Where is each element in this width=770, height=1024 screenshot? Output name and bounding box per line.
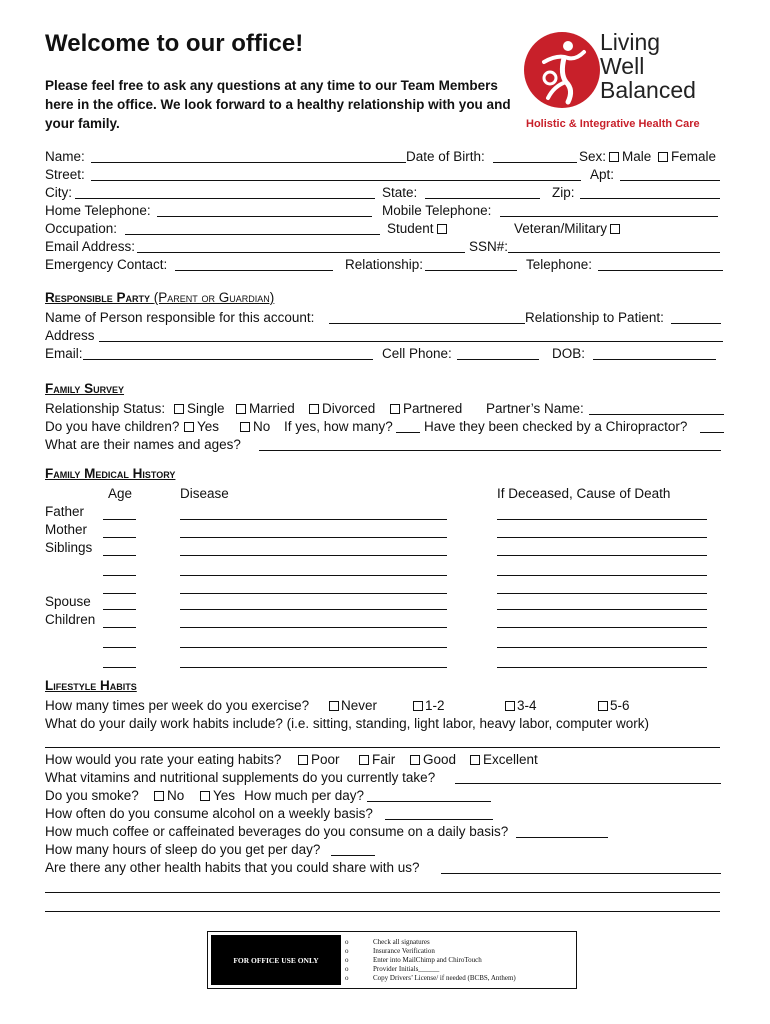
smoke-yes-checkbox[interactable]	[200, 791, 210, 801]
responsible-name-field[interactable]	[329, 309, 525, 324]
apt-field[interactable]	[620, 166, 720, 181]
office-checklist-item	[345, 947, 516, 956]
children-yes-label: Yes	[197, 419, 220, 434]
row-smoke	[45, 787, 725, 805]
children-names-field[interactable]	[259, 436, 721, 451]
family-history-row-label: Siblings	[45, 540, 93, 555]
row-work-habits	[45, 715, 725, 733]
page-title: Welcome to our office!	[45, 30, 304, 57]
responsible-name-label: Name of Person responsible for this account:	[45, 310, 315, 325]
smoke-yes-label: Yes	[213, 788, 236, 803]
how-much-field[interactable]	[367, 787, 491, 802]
row-coffee	[45, 823, 725, 841]
responsible-address-label: Address	[45, 328, 95, 343]
children-no-label: No	[253, 419, 271, 434]
family-history-deceased-field[interactable]	[497, 579, 707, 594]
family-history-age-field[interactable]	[103, 595, 136, 610]
family-survey-heading-text: Family Survey	[45, 381, 125, 396]
male-label: Male	[622, 149, 652, 164]
veteran-checkbox[interactable]	[610, 224, 620, 234]
row-exercise	[45, 697, 725, 715]
sleep-field[interactable]	[331, 841, 375, 856]
eating-poor-label: Poor	[311, 752, 340, 767]
email-field[interactable]	[137, 238, 465, 253]
married-label: Married	[249, 401, 295, 416]
row-sleep	[45, 841, 725, 859]
how-many-field[interactable]	[396, 418, 420, 433]
family-history-disease-field[interactable]	[180, 595, 447, 610]
exercise-3-4-checkbox[interactable]	[505, 701, 515, 711]
mobile-phone-label: Mobile Telephone:	[382, 203, 492, 218]
other-habits-field[interactable]	[441, 859, 721, 874]
office-checklist	[345, 938, 516, 983]
eating-question: How would you rate your eating habits?	[45, 752, 282, 767]
responsible-heading	[45, 290, 274, 305]
partner-name-label: Partner’s Name:	[486, 401, 584, 416]
col-age-header: Age	[108, 486, 133, 501]
office-checklist-item	[345, 974, 516, 983]
logo	[524, 24, 734, 136]
family-history-age-field[interactable]	[103, 523, 136, 538]
family-history-heading	[45, 466, 175, 481]
office-checklist-item	[345, 956, 516, 965]
family-history-deceased-field[interactable]	[497, 633, 707, 648]
home-phone-label: Home Telephone:	[45, 203, 151, 218]
married-checkbox[interactable]	[236, 404, 246, 414]
family-history-row-label: Spouse	[45, 594, 91, 609]
col-disease-header: Disease	[180, 486, 229, 501]
eating-good-checkbox[interactable]	[410, 755, 420, 765]
ssn-label: SSN#:	[469, 239, 509, 254]
office-use-box	[207, 931, 577, 989]
other-habits-question: Are there any other health habits that you could share with us?	[45, 860, 420, 875]
coffee-field[interactable]	[516, 823, 608, 838]
row-responsible-email	[45, 345, 725, 363]
other-habits-line-3[interactable]	[45, 897, 720, 912]
logo-line-3: Balanced	[600, 77, 696, 103]
row-name	[45, 148, 725, 166]
family-history-disease-field[interactable]	[180, 613, 447, 628]
family-history-deceased-field[interactable]	[497, 505, 707, 520]
zip-label: Zip:	[552, 185, 575, 200]
chiro-checked-question: Have they been checked by a Chiropractor?	[424, 419, 688, 434]
vitamins-question: What vitamins and nutritional supplements do you currently take?	[45, 770, 436, 785]
office-checklist-text: Provider Initials______	[373, 965, 440, 973]
family-history-deceased-field[interactable]	[497, 595, 707, 610]
responsible-heading-text: Responsible Party	[45, 290, 151, 305]
home-phone-field[interactable]	[157, 202, 372, 217]
family-history-deceased-field[interactable]	[497, 613, 707, 628]
responsible-email-label: Email:	[45, 346, 83, 361]
mobile-phone-field[interactable]	[500, 202, 718, 217]
office-checklist-text: Copy Drivers’ License/ if needed (BCBS, Anthem)	[373, 974, 516, 982]
office-checklist-text: Enter into MailChimp and ChiroTouch	[373, 956, 482, 964]
alcohol-question: How often do you consume alcohol on a weekly basis?	[45, 806, 373, 821]
responsible-cell-field[interactable]	[457, 345, 539, 360]
exercise-5-6-checkbox[interactable]	[598, 701, 608, 711]
family-history-deceased-field[interactable]	[497, 541, 707, 556]
row-responsible-address	[45, 327, 725, 345]
email-label: Email Address:	[45, 239, 136, 254]
family-history-disease-field[interactable]	[180, 579, 447, 594]
occupation-field[interactable]	[125, 220, 380, 235]
family-history-deceased-field[interactable]	[497, 561, 707, 576]
sex-label: Sex:	[579, 149, 607, 164]
office-checklist-item	[345, 965, 516, 974]
eating-excellent-checkbox[interactable]	[470, 755, 480, 765]
male-checkbox[interactable]	[609, 152, 619, 162]
office-checklist-bullet: o	[345, 974, 349, 982]
logo-line-1: Living	[600, 29, 661, 55]
smoke-no-label: No	[167, 788, 185, 803]
partnered-label: Partnered	[403, 401, 463, 416]
relationship-label: Relationship:	[345, 257, 424, 272]
family-history-deceased-field[interactable]	[497, 523, 707, 538]
family-history-age-field[interactable]	[103, 579, 136, 594]
children-no-checkbox[interactable]	[240, 422, 250, 432]
relationship-status-label: Relationship Status:	[45, 401, 166, 416]
logo-line-2: Well	[600, 53, 645, 79]
family-history-row-label: Mother	[45, 522, 88, 537]
office-checklist-bullet: o	[345, 956, 349, 964]
ssn-field[interactable]	[508, 238, 720, 253]
other-habits-line-2[interactable]	[45, 878, 720, 893]
vitamins-field[interactable]	[455, 769, 721, 784]
row-children-names	[45, 436, 725, 454]
eating-fair-checkbox[interactable]	[359, 755, 369, 765]
how-much-label: How much per day?	[244, 788, 365, 803]
dob-label: Date of Birth:	[406, 149, 485, 164]
city-field[interactable]	[75, 184, 375, 199]
row-email	[45, 238, 725, 256]
work-habits-question: What do your daily work habits include? (i.e. sitting, standing, light labor, heavy labor, computer work)	[45, 716, 650, 731]
responsible-email-field[interactable]	[83, 345, 373, 360]
office-checklist-bullet: o	[345, 965, 349, 973]
children-question: Do you have children?	[45, 419, 180, 434]
zip-field[interactable]	[580, 184, 720, 199]
student-checkbox[interactable]	[437, 224, 447, 234]
family-history-disease-field[interactable]	[180, 523, 447, 538]
never-checkbox[interactable]	[329, 701, 339, 711]
col-deceased-header: If Deceased, Cause of Death	[497, 486, 671, 501]
single-label: Single	[187, 401, 225, 416]
intro-text: Please feel free to ask any questions at any time to our Team Members here in the office. We look forward to a healthy relationship with you and your family.	[45, 78, 511, 131]
female-checkbox[interactable]	[658, 152, 668, 162]
family-history-disease-field[interactable]	[180, 541, 447, 556]
student-label: Student	[387, 221, 434, 236]
chiro-checked-field[interactable]	[700, 418, 724, 433]
smoke-question: Do you smoke?	[45, 788, 139, 803]
responsible-heading-sub: (Parent or Guardian)	[153, 290, 275, 305]
family-history-age-field[interactable]	[103, 633, 136, 648]
family-history-disease-field[interactable]	[180, 505, 447, 520]
partner-name-field[interactable]	[589, 400, 724, 415]
family-history-age-field[interactable]	[103, 541, 136, 556]
occupation-label: Occupation:	[45, 221, 118, 236]
row-city	[45, 184, 725, 202]
row-responsible-name	[45, 309, 725, 327]
row-street	[45, 166, 725, 184]
family-history-age-field[interactable]	[103, 653, 136, 668]
office-checklist-bullet: o	[345, 947, 349, 955]
logo-tagline: Holistic & Integrative Health Care	[526, 118, 700, 130]
family-history-disease-field[interactable]	[180, 653, 447, 668]
alcohol-field[interactable]	[385, 805, 493, 820]
row-children	[45, 418, 725, 436]
responsible-cell-label: Cell Phone:	[382, 346, 452, 361]
female-label: Female	[671, 149, 717, 164]
responsible-dob-label: DOB:	[552, 346, 586, 361]
eating-fair-label: Fair	[372, 752, 396, 767]
family-survey-heading	[45, 381, 124, 396]
exercise-3-4-label: 3-4	[517, 698, 537, 713]
responsible-dob-field[interactable]	[593, 345, 716, 360]
office-checklist-item	[345, 938, 516, 947]
family-history-disease-field[interactable]	[180, 561, 447, 576]
row-occupation	[45, 220, 725, 238]
children-yes-checkbox[interactable]	[184, 422, 194, 432]
telephone-label: Telephone:	[526, 257, 593, 272]
responsible-relationship-field[interactable]	[671, 309, 721, 324]
dob-field[interactable]	[493, 148, 577, 163]
family-history-age-field[interactable]	[103, 561, 136, 576]
office-checklist-bullet: o	[345, 938, 349, 946]
veteran-label: Veteran/Military	[514, 221, 608, 236]
state-field[interactable]	[425, 184, 540, 199]
divorced-checkbox[interactable]	[309, 404, 319, 414]
row-phone	[45, 202, 725, 220]
children-names-question: What are their names and ages?	[45, 437, 241, 452]
row-other-habits	[45, 859, 725, 877]
responsible-relationship-label: Relationship to Patient:	[525, 310, 664, 325]
lifestyle-heading	[45, 678, 137, 693]
emergency-label: Emergency Contact:	[45, 257, 168, 272]
family-history-age-field[interactable]	[103, 613, 136, 628]
partnered-checkbox[interactable]	[390, 404, 400, 414]
responsible-address-field[interactable]	[99, 327, 723, 342]
sleep-question: How many hours of sleep do you get per day?	[45, 842, 321, 857]
name-label: Name:	[45, 149, 85, 164]
row-alcohol	[45, 805, 725, 823]
logo-wordmark	[600, 30, 696, 102]
exercise-question: How many times per week do you exercise?	[45, 698, 310, 713]
row-eating	[45, 751, 725, 769]
state-label: State:	[382, 185, 418, 200]
family-history-row-label: Children	[45, 612, 96, 627]
coffee-question: How much coffee or caffeinated beverages do you consume on a daily basis?	[45, 824, 509, 839]
family-history-disease-field[interactable]	[180, 633, 447, 648]
family-history-deceased-field[interactable]	[497, 653, 707, 668]
single-checkbox[interactable]	[174, 404, 184, 414]
telephone-field[interactable]	[598, 256, 723, 271]
row-relationship-status	[45, 400, 725, 418]
name-field[interactable]	[91, 148, 406, 163]
city-label: City:	[45, 185, 72, 200]
exercise-5-6-label: 5-6	[610, 698, 630, 713]
eating-poor-checkbox[interactable]	[298, 755, 308, 765]
lifestyle-heading-text: Lifestyle Habits	[45, 678, 137, 693]
smoke-no-checkbox[interactable]	[154, 791, 164, 801]
family-history-row-label: Father	[45, 504, 85, 519]
eating-excellent-label: Excellent	[483, 752, 538, 767]
street-field[interactable]	[91, 166, 581, 181]
work-habits-field[interactable]	[45, 733, 720, 748]
street-label: Street:	[45, 167, 85, 182]
family-history-heading-text: Family Medical History	[45, 466, 176, 481]
row-vitamins	[45, 769, 725, 787]
apt-label: Apt:	[590, 167, 615, 182]
exercise-1-2-checkbox[interactable]	[413, 701, 423, 711]
relationship-field[interactable]	[425, 256, 517, 271]
family-history-age-field[interactable]	[103, 505, 136, 520]
exercise-1-2-label: 1-2	[425, 698, 445, 713]
divorced-label: Divorced	[322, 401, 376, 416]
eating-good-label: Good	[423, 752, 457, 767]
logo-figure-icon	[524, 24, 600, 114]
emergency-field[interactable]	[175, 256, 333, 271]
how-many-label: If yes, how many?	[284, 419, 393, 434]
office-checklist-text: Check all signatures	[373, 938, 430, 946]
office-use-label: FOR OFFICE USE ONLY	[211, 935, 341, 985]
row-emergency	[45, 256, 725, 274]
office-checklist-text: Insurance Verification	[373, 947, 435, 955]
never-label: Never	[341, 698, 378, 713]
